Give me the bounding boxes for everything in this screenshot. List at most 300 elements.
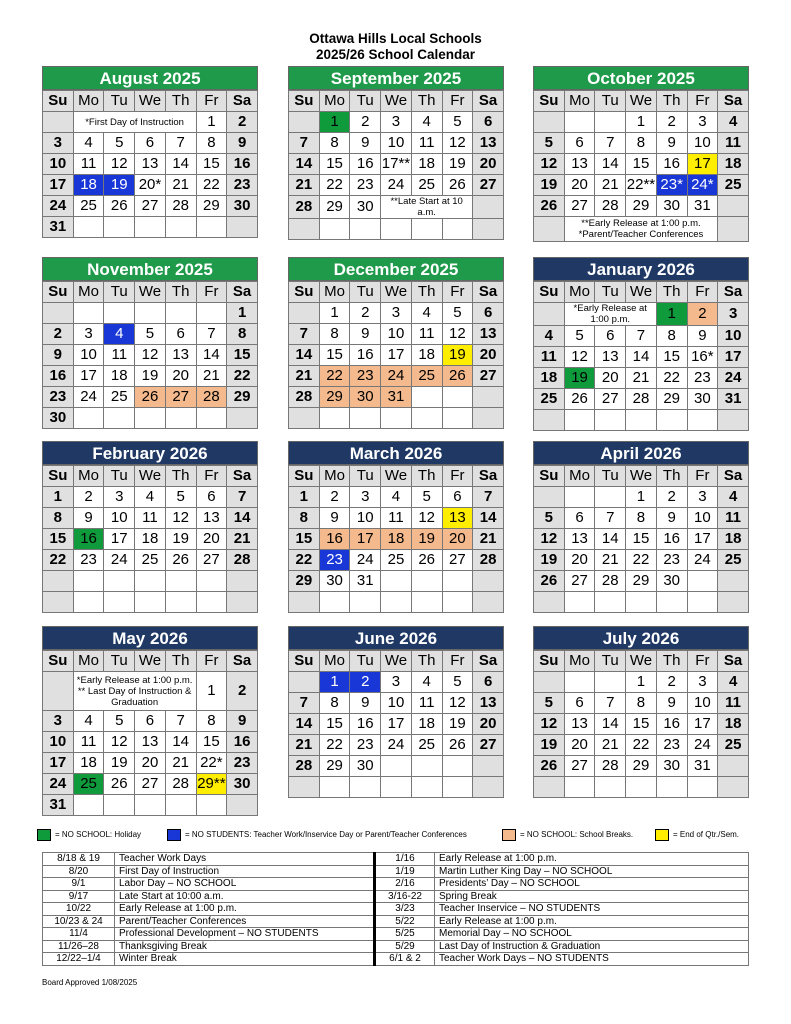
month-table [533, 465, 749, 613]
day-cell: 3 [381, 303, 412, 324]
day-cell: 3 [43, 133, 74, 154]
day-cell: 1 [656, 303, 687, 326]
empty-cell [534, 592, 565, 613]
board-approved-note: Board Approved 1/08/2025 [42, 978, 138, 987]
day-cell: 22 [43, 550, 74, 571]
day-cell: 21 [289, 175, 320, 196]
day-cell: 28 [289, 756, 320, 777]
day-cell: 18 [135, 529, 166, 550]
event-date: 10/23 & 24 [43, 915, 115, 928]
day-cell: 17 [687, 529, 718, 550]
month-table [533, 281, 749, 431]
day-cell: 14 [595, 529, 626, 550]
day-cell: 16 [43, 366, 74, 387]
day-cell: 18 [718, 714, 749, 735]
day-cell: 23 [656, 550, 687, 571]
empty-cell [73, 571, 104, 592]
weekday-header: Su [289, 466, 320, 487]
empty-cell [289, 303, 320, 324]
event-date: 8/18 & 19 [43, 853, 115, 866]
day-cell: 30 [227, 196, 258, 217]
day-cell: 6 [564, 508, 595, 529]
day-cell: 30 [227, 774, 258, 795]
legend-swatch-blue [167, 829, 181, 841]
day-cell: 8 [319, 133, 350, 154]
weekday-header: Fr [196, 651, 227, 672]
event-row [43, 928, 749, 941]
empty-cell [718, 410, 749, 431]
day-cell: 21 [289, 735, 320, 756]
day-cell: 27 [135, 774, 166, 795]
day-cell: 18 [381, 529, 412, 550]
day-cell: 10 [73, 345, 104, 366]
day-cell: 25 [411, 735, 442, 756]
weekday-header: Tu [595, 651, 626, 672]
weekday-header: Mo [564, 466, 595, 487]
day-cell: 13 [135, 732, 166, 753]
empty-cell [411, 408, 442, 429]
month-february-2026 [42, 441, 258, 613]
day-cell: 28 [165, 196, 196, 217]
weekday-header: We [626, 91, 657, 112]
weekday-header: Th [656, 282, 687, 303]
day-cell: 20 [564, 735, 595, 756]
weekday-header: Th [411, 282, 442, 303]
month-table [42, 90, 258, 238]
day-cell: 30 [319, 571, 350, 592]
empty-cell [411, 592, 442, 613]
empty-cell [718, 756, 749, 777]
day-cell: 15 [626, 714, 657, 735]
event-date: 9/1 [43, 878, 115, 891]
empty-cell [718, 571, 749, 592]
day-cell: 30 [350, 387, 381, 408]
empty-cell [534, 303, 565, 326]
day-cell: 23 [227, 753, 258, 774]
day-cell: 2 [656, 487, 687, 508]
day-cell: 5 [534, 508, 565, 529]
empty-cell [595, 672, 626, 693]
day-cell: 14 [289, 154, 320, 175]
empty-cell [718, 217, 749, 242]
weekday-header: Mo [319, 651, 350, 672]
legend-label-breaks: = NO SCHOOL: School Breaks. [520, 830, 634, 839]
event-description: Labor Day – NO SCHOOL [115, 878, 375, 891]
month-table [288, 650, 504, 798]
day-cell: 20 [165, 366, 196, 387]
day-cell: 24 [718, 368, 749, 389]
day-cell: 16 [656, 154, 687, 175]
empty-cell [411, 756, 442, 777]
day-cell: 10 [687, 508, 718, 529]
weekday-header: Sa [473, 466, 504, 487]
empty-cell [718, 592, 749, 613]
day-cell: 5 [104, 133, 135, 154]
day-cell: 23 [350, 366, 381, 387]
day-cell: 27 [564, 756, 595, 777]
day-cell: 13 [165, 345, 196, 366]
month-table [42, 281, 258, 429]
day-cell: 1 [626, 487, 657, 508]
day-cell: 20 [473, 345, 504, 366]
empty-cell [534, 112, 565, 133]
day-cell: 21 [595, 550, 626, 571]
empty-cell [442, 592, 473, 613]
day-cell: 11 [718, 508, 749, 529]
day-cell: 19 [411, 529, 442, 550]
empty-cell [381, 219, 412, 240]
event-description: Early Release at 1:00 p.m. [435, 853, 749, 866]
day-cell: 8 [319, 324, 350, 345]
month-note: *First Day of Instruction [73, 112, 196, 133]
day-cell: 8 [319, 693, 350, 714]
month-title: December 2025 [288, 257, 504, 281]
day-cell: 22 [227, 366, 258, 387]
month-november-2025 [42, 257, 258, 429]
day-cell: 3 [687, 487, 718, 508]
legend-label-holiday: = NO SCHOOL: Holiday [55, 830, 142, 839]
month-december-2025 [288, 257, 504, 429]
day-cell: 13 [196, 508, 227, 529]
day-cell: 13 [135, 154, 166, 175]
day-cell: 4 [411, 112, 442, 133]
day-cell: 15 [196, 154, 227, 175]
day-cell: 25 [104, 387, 135, 408]
month-note: **Early Release at 1:00 p.m. *Parent/Teacher Conferences [564, 217, 718, 242]
day-cell: 26 [442, 735, 473, 756]
weekday-header: Sa [227, 91, 258, 112]
empty-cell [564, 410, 595, 431]
day-cell: 29 [626, 196, 657, 217]
event-description: Winter Break [115, 953, 375, 966]
day-cell: 26 [442, 366, 473, 387]
day-cell: 18 [718, 154, 749, 175]
day-cell: 8 [196, 133, 227, 154]
day-cell: 30 [43, 408, 74, 429]
day-cell: 7 [165, 711, 196, 732]
day-cell: 27 [564, 571, 595, 592]
day-cell: 27 [196, 550, 227, 571]
weekday-header: Th [656, 466, 687, 487]
day-cell: 20 [442, 529, 473, 550]
empty-cell [656, 592, 687, 613]
day-cell: 23 [73, 550, 104, 571]
weekday-header: Tu [595, 91, 626, 112]
event-row [43, 853, 749, 866]
day-cell: 12 [442, 324, 473, 345]
weekday-header: Th [411, 91, 442, 112]
empty-cell [595, 592, 626, 613]
weekday-header: Fr [442, 91, 473, 112]
empty-cell [473, 408, 504, 429]
empty-cell [564, 672, 595, 693]
empty-cell [43, 592, 74, 613]
month-table [42, 650, 258, 816]
day-cell: 12 [165, 508, 196, 529]
empty-cell [473, 219, 504, 240]
weekday-header: Sa [718, 651, 749, 672]
day-cell: 26 [135, 387, 166, 408]
day-cell: 28 [289, 196, 320, 219]
day-cell: 21 [165, 175, 196, 196]
weekday-header: Su [289, 651, 320, 672]
day-cell: 2 [350, 672, 381, 693]
day-cell: 24 [687, 550, 718, 571]
day-cell: 31 [350, 571, 381, 592]
empty-cell [135, 303, 166, 324]
day-cell: 31 [43, 795, 74, 816]
empty-cell [411, 219, 442, 240]
day-cell: 20 [564, 175, 595, 196]
weekday-header: Th [411, 466, 442, 487]
day-cell: 6 [595, 326, 626, 347]
day-cell: 22 [626, 550, 657, 571]
day-cell: 29 [626, 756, 657, 777]
day-cell: 2 [43, 324, 74, 345]
legend-swatch-yellow [655, 829, 669, 841]
day-cell: 9 [350, 324, 381, 345]
empty-cell [381, 408, 412, 429]
weekday-header: Sa [718, 91, 749, 112]
empty-cell [227, 217, 258, 238]
day-cell: 16 [227, 732, 258, 753]
day-cell: 26 [104, 774, 135, 795]
day-cell: 29 [319, 756, 350, 777]
day-cell: 13 [564, 529, 595, 550]
empty-cell [564, 592, 595, 613]
empty-cell [442, 219, 473, 240]
day-cell: 5 [135, 324, 166, 345]
weekday-header: Mo [564, 91, 595, 112]
day-cell: 9 [687, 326, 718, 347]
empty-cell [442, 387, 473, 408]
day-cell: 11 [135, 508, 166, 529]
day-cell: 19 [442, 714, 473, 735]
month-june-2026 [288, 626, 504, 798]
day-cell: 14 [165, 154, 196, 175]
day-cell: 17 [104, 529, 135, 550]
weekday-header: Mo [73, 466, 104, 487]
empty-cell [350, 592, 381, 613]
day-cell: 21 [289, 366, 320, 387]
day-cell: 21 [595, 735, 626, 756]
day-cell: 24 [381, 175, 412, 196]
empty-cell [718, 196, 749, 217]
empty-cell [381, 756, 412, 777]
empty-cell [534, 487, 565, 508]
day-cell: 28 [595, 756, 626, 777]
empty-cell [473, 592, 504, 613]
empty-cell [442, 777, 473, 798]
day-cell: 27 [473, 735, 504, 756]
day-cell: 17 [381, 345, 412, 366]
month-note: **Late Start at 10 a.m. [381, 196, 473, 219]
day-cell: 16 [350, 154, 381, 175]
day-cell: 11 [411, 693, 442, 714]
empty-cell [473, 196, 504, 219]
weekday-header: Su [43, 91, 74, 112]
day-cell: 17 [43, 753, 74, 774]
weekday-header: Th [165, 466, 196, 487]
empty-cell [135, 408, 166, 429]
day-cell: 22 [319, 366, 350, 387]
day-cell: 23 [319, 550, 350, 571]
empty-cell [227, 408, 258, 429]
weekday-header: We [626, 282, 657, 303]
day-cell: 22 [626, 735, 657, 756]
weekday-header: Tu [350, 91, 381, 112]
day-cell: 8 [626, 508, 657, 529]
day-cell: 31 [718, 389, 749, 410]
day-cell: 19 [534, 175, 565, 196]
empty-cell [165, 592, 196, 613]
day-cell: 31 [687, 756, 718, 777]
day-cell: 6 [442, 487, 473, 508]
month-october-2025 [533, 66, 749, 242]
day-cell: 8 [43, 508, 74, 529]
day-cell: 10 [687, 133, 718, 154]
empty-cell [289, 777, 320, 798]
empty-cell [104, 217, 135, 238]
day-cell: 2 [656, 672, 687, 693]
day-cell: 18 [411, 714, 442, 735]
day-cell: 28 [165, 774, 196, 795]
empty-cell [227, 592, 258, 613]
day-cell: 26 [104, 196, 135, 217]
day-cell: 15 [626, 154, 657, 175]
day-cell: 2 [73, 487, 104, 508]
legend [37, 828, 757, 844]
day-cell: 29** [196, 774, 227, 795]
day-cell: 11 [718, 133, 749, 154]
day-cell: 19 [104, 753, 135, 774]
event-row [43, 915, 749, 928]
empty-cell [534, 410, 565, 431]
day-cell: 13 [473, 693, 504, 714]
day-cell: 23 [687, 368, 718, 389]
weekday-header: Mo [73, 651, 104, 672]
empty-cell [595, 777, 626, 798]
day-cell: 5 [534, 693, 565, 714]
day-cell: 16 [350, 714, 381, 735]
empty-cell [381, 592, 412, 613]
weekday-header: We [626, 466, 657, 487]
day-cell: 8 [227, 324, 258, 345]
weekday-header: Th [656, 91, 687, 112]
weekday-header: Su [289, 91, 320, 112]
empty-cell [350, 219, 381, 240]
day-cell: 10 [687, 693, 718, 714]
day-cell: 25 [135, 550, 166, 571]
day-cell: 22 [656, 368, 687, 389]
day-cell: 3 [73, 324, 104, 345]
weekday-header: Th [165, 282, 196, 303]
day-cell: 9 [43, 345, 74, 366]
event-row [43, 878, 749, 891]
event-date: 5/25 [375, 928, 435, 941]
weekday-header: Su [534, 91, 565, 112]
empty-cell [104, 795, 135, 816]
day-cell: 9 [656, 693, 687, 714]
day-cell: 6 [473, 112, 504, 133]
weekday-header: Su [534, 651, 565, 672]
day-cell: 20 [196, 529, 227, 550]
empty-cell [165, 303, 196, 324]
event-description: Last Day of Instruction & Graduation [435, 940, 749, 953]
day-cell: 16 [656, 529, 687, 550]
empty-cell [319, 777, 350, 798]
event-description: Early Release at 1:00 p.m. [435, 915, 749, 928]
day-cell: 12 [411, 508, 442, 529]
weekday-header: Su [43, 282, 74, 303]
day-cell: 11 [381, 508, 412, 529]
day-cell: 20 [473, 154, 504, 175]
day-cell: 23 [656, 735, 687, 756]
day-cell: 7 [289, 133, 320, 154]
weekday-header: Tu [104, 651, 135, 672]
day-cell: 28 [196, 387, 227, 408]
day-cell: 25 [718, 550, 749, 571]
day-cell: 20 [135, 753, 166, 774]
day-cell: 28 [289, 387, 320, 408]
month-title: May 2026 [42, 626, 258, 650]
day-cell: 25 [534, 389, 565, 410]
day-cell: 6 [165, 324, 196, 345]
month-table [288, 465, 504, 613]
legend-swatch-green [37, 829, 51, 841]
day-cell: 4 [411, 303, 442, 324]
day-cell: 24* [687, 175, 718, 196]
day-cell: 10 [104, 508, 135, 529]
day-cell: 19 [104, 175, 135, 196]
event-description: Teacher Work Days [115, 853, 375, 866]
day-cell: 14 [196, 345, 227, 366]
day-cell: 25 [718, 175, 749, 196]
day-cell: 17 [687, 714, 718, 735]
day-cell: 11 [534, 347, 565, 368]
empty-cell [442, 408, 473, 429]
day-cell: 13 [564, 714, 595, 735]
empty-cell [534, 777, 565, 798]
day-cell: 16 [73, 529, 104, 550]
day-cell: 9 [350, 133, 381, 154]
weekday-header: We [135, 91, 166, 112]
empty-cell [196, 795, 227, 816]
day-cell: 27 [442, 550, 473, 571]
day-cell: 5 [534, 133, 565, 154]
day-cell: 4 [534, 326, 565, 347]
event-date: 12/22–1/4 [43, 953, 115, 966]
day-cell: 28 [227, 550, 258, 571]
event-date: 9/17 [43, 890, 115, 903]
day-cell: 18 [73, 175, 104, 196]
event-description: Spring Break [435, 890, 749, 903]
weekday-header: Fr [442, 282, 473, 303]
day-cell: 24 [350, 550, 381, 571]
weekday-header: Tu [350, 651, 381, 672]
day-cell: 9 [227, 711, 258, 732]
weekday-header: Mo [319, 91, 350, 112]
weekday-header: Tu [595, 466, 626, 487]
event-date: 3/23 [375, 903, 435, 916]
empty-cell [687, 410, 718, 431]
weekday-header: Sa [473, 651, 504, 672]
empty-cell [289, 219, 320, 240]
empty-cell [595, 410, 626, 431]
day-cell: 15 [196, 732, 227, 753]
empty-cell [411, 387, 442, 408]
day-cell: 27 [564, 196, 595, 217]
